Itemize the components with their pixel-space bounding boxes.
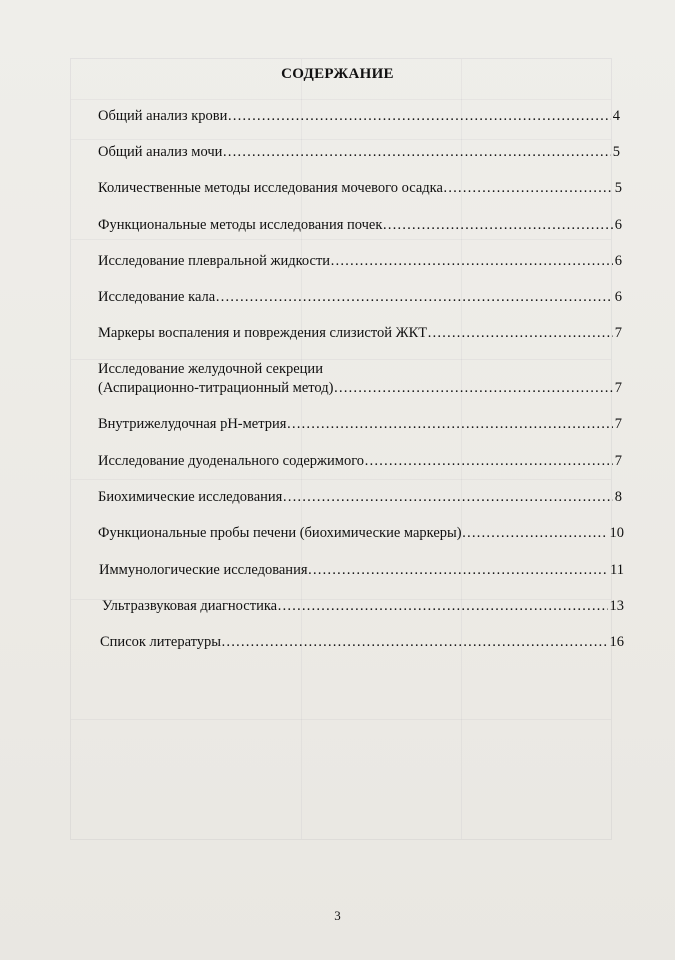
- toc-entry-label: Исследование кала: [98, 289, 216, 305]
- toc-entry: [98, 289, 622, 306]
- toc-entry: [98, 525, 624, 542]
- toc-entry-page: 7: [614, 453, 622, 469]
- toc-entry-page: 6: [614, 253, 622, 269]
- toc-entry: [98, 416, 622, 433]
- page-title: СОДЕРЖАНИЕ: [281, 66, 394, 82]
- toc-leader-dots: [282, 489, 612, 506]
- toc-entry-page: 10: [609, 525, 624, 541]
- toc-entry-page: 16: [609, 634, 624, 650]
- toc-entry: [98, 180, 622, 197]
- toc-entry-page: 7: [614, 325, 622, 341]
- toc-entry-page: 4: [612, 108, 620, 124]
- toc-entry-label: Исследование дуоденального содержимого: [98, 453, 365, 469]
- toc-entry: [100, 634, 624, 651]
- toc-entry: [98, 144, 620, 161]
- toc-leader-dots: [308, 562, 609, 579]
- toc-entry-page: 7: [614, 380, 622, 396]
- toc-leader-dots: [277, 598, 607, 615]
- toc-entry-label: Количественные методы исследования мочевого осадка: [98, 180, 443, 196]
- toc-entry-label: Маркеры воспаления и повреждения слизистой ЖКТ: [98, 325, 428, 341]
- toc-entry-label: Исследование плевральной жидкости: [98, 253, 331, 269]
- toc-entry-label: Биохимические исследования: [98, 489, 283, 505]
- toc-leader-dots: [333, 380, 612, 397]
- toc-entry-label: Общий анализ крови: [98, 108, 228, 124]
- toc-leader-dots: [330, 253, 613, 270]
- toc-entry: [98, 453, 622, 470]
- toc-leader-dots: [382, 217, 612, 234]
- toc-entry: [102, 598, 624, 615]
- toc-entry-page: 7: [614, 416, 622, 432]
- toc-entry: [98, 217, 622, 234]
- toc-entry-page: 8: [614, 489, 622, 505]
- toc-entry-page: 13: [609, 598, 624, 614]
- toc-entry: [98, 253, 622, 270]
- page-number: 3: [334, 908, 341, 923]
- toc-leader-dots: [222, 144, 610, 161]
- toc-leader-dots: [364, 453, 613, 470]
- toc-entry-label: (Аспирационно-титрационный метод): [98, 380, 334, 396]
- toc-entry-page: 5: [614, 180, 622, 196]
- toc-entry-page: 6: [614, 217, 622, 233]
- toc-entry-page: 11: [610, 562, 624, 578]
- toc-entry-label-line1: Исследование желудочной секреции: [98, 361, 323, 377]
- toc-entry-label: Ультразвуковая диагностика: [102, 598, 278, 614]
- toc-entry-label: Общий анализ мочи: [98, 144, 223, 160]
- toc-entry-label: Иммунологические исследования: [99, 562, 308, 578]
- toc-entry-label: Внутрижелудочная pH-метрия: [98, 416, 287, 432]
- toc-entry-label: Список литературы: [100, 634, 222, 650]
- toc-leader-dots: [443, 180, 613, 197]
- toc-leader-dots: [286, 416, 612, 433]
- toc-entry: [98, 108, 620, 125]
- toc-entry-label: Функциональные пробы печени (биохимические маркеры): [98, 525, 462, 541]
- toc-leader-dots: [427, 325, 613, 342]
- toc-leader-dots: [227, 108, 610, 125]
- bleed-through-table: [70, 58, 612, 840]
- toc-leader-dots: [215, 289, 613, 306]
- toc-entry: [98, 489, 622, 506]
- toc-leader-dots: [462, 525, 608, 542]
- toc-leader-dots: [221, 634, 607, 651]
- toc-entry: [98, 380, 622, 397]
- toc-entry: [98, 325, 622, 342]
- toc-entry-page: 6: [614, 289, 622, 305]
- toc-entry: [99, 562, 624, 579]
- toc-entry-page: 5: [612, 144, 620, 160]
- toc-entry-label: Функциональные методы исследования почек: [98, 217, 383, 233]
